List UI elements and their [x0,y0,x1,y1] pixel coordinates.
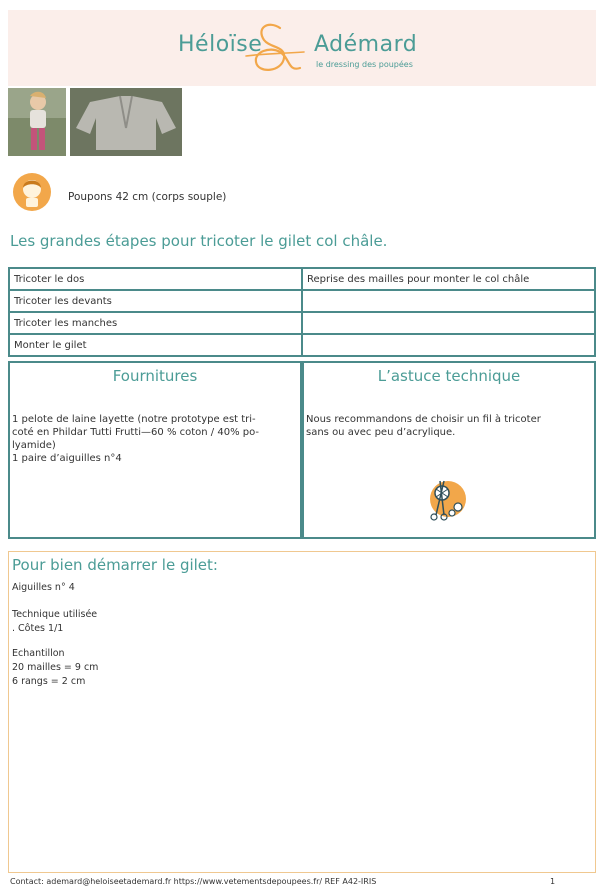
tip-title: L’astuce technique [377,367,521,385]
cardigan-photo [70,88,182,156]
sample-label: Echantillon [12,648,65,659]
step-cell [302,290,595,312]
step-cell: Tricoter les manches [9,312,302,334]
page-title: Les grandes étapes pour tricoter le gilet col châle. [10,232,388,250]
brand-name-left: Héloïse [178,32,263,57]
step-cell [302,334,595,356]
getting-started-box [8,551,596,873]
steps-table [8,267,596,357]
step-cell: Tricoter le dos [9,268,302,290]
step-cell [302,312,595,334]
doll-face-icon [12,172,52,212]
brand-name-right: Adémard [314,32,418,57]
page-number: 1 [550,877,556,886]
footer-contact: Contact: ademard@heloiseetademard.fr https://www.vetementsdepoupees.fr/ REF A42-IRIS [10,877,377,886]
table-row [9,290,595,312]
technique-value: . Côtes 1/1 [12,623,64,634]
sample-rows: 6 rangs = 2 cm [12,676,86,687]
tip-box [302,361,596,539]
doll-photo [8,88,66,156]
target-doll-label: Poupons 42 cm (corps souple) [68,191,227,203]
technique-label: Technique utilisée [12,609,98,620]
table-row [9,334,595,356]
tip-line: sans ou avec peu d’acrylique. [306,427,456,438]
tip-line: Nous recommandons de choisir un fil à tricoter [306,414,541,425]
sample-stitches: 20 mailles = 9 cm [12,662,99,673]
needles-info: Aiguilles n° 4 [12,582,75,593]
step-cell: Monter le gilet [9,334,302,356]
table-row [9,268,595,290]
getting-started-title: Pour bien démarrer le gilet: [12,556,218,574]
table-row [9,312,595,334]
header-banner [8,10,596,86]
tip-text [306,413,594,439]
supplies-line: lyamide) [12,440,56,451]
ampersand-logo-icon [240,18,310,80]
supplies-text [12,413,300,465]
supplies-line: 1 pelote de laine layette (notre prototype est tri- [12,414,256,425]
supplies-title: Fournitures [112,367,198,385]
sewing-tools-icon [422,475,470,523]
step-cell: Tricoter les devants [9,290,302,312]
step-cell: Reprise des mailles pour monter le col châle [302,268,595,290]
supplies-line: 1 paire d’aiguilles n°4 [12,453,122,464]
brand-tagline: le dressing des poupées [316,60,413,69]
supplies-box [8,361,302,539]
supplies-line: coté en Phildar Tutti Frutti—60 % coton / 40% po- [12,427,260,438]
